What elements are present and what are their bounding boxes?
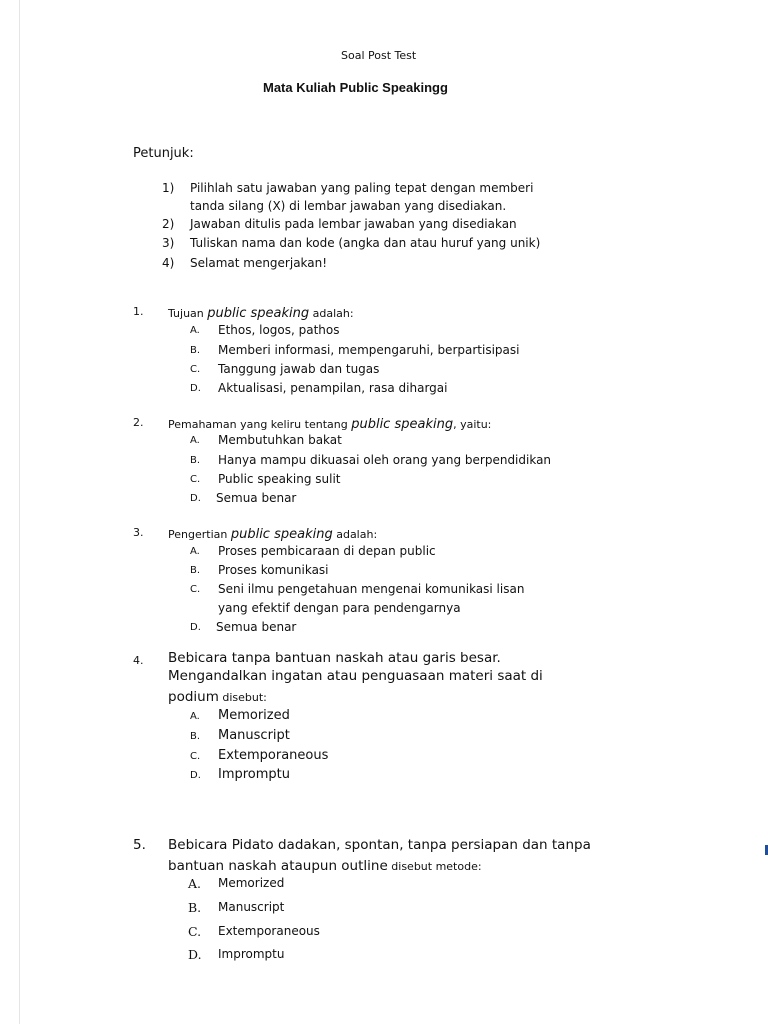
instruction-number: 1) — [162, 181, 175, 195]
question-stem — [168, 302, 354, 321]
option-text: Memorized — [218, 708, 290, 723]
document-title: Mata Kuliah Public Speakingg — [263, 80, 448, 95]
petunjuk-label: Petunjuk: — [133, 146, 194, 161]
option-letter: B. — [190, 455, 201, 466]
question-number: 5. — [133, 837, 146, 853]
option-letter: A. — [188, 876, 202, 891]
option-letter: B. — [190, 731, 201, 742]
option-letter: D. — [190, 770, 201, 781]
question-text: disebut metode: — [387, 860, 482, 873]
option-letter: C. — [188, 924, 202, 939]
question-stem — [168, 413, 491, 432]
question-text: Pengertian — [168, 528, 231, 541]
option-text: Membutuhkan bakat — [218, 433, 342, 447]
question-stem — [168, 855, 482, 874]
option-text: Manuscript — [218, 900, 285, 914]
page-edge-line — [19, 0, 20, 1024]
option-text: Public speaking sulit — [218, 472, 341, 486]
question-text: adalah: — [309, 307, 354, 320]
question-number: 3. — [133, 526, 144, 539]
option-letter: A. — [190, 711, 200, 722]
option-text: Proses komunikasi — [218, 563, 329, 577]
option-text: Proses pembicaraan di depan public — [218, 544, 436, 558]
instruction-number: 3) — [162, 236, 175, 250]
question-text: Bebicara Pidato dadakan, spontan, tanpa persiapan dan tanpa — [168, 837, 591, 853]
option-letter: D. — [190, 383, 201, 394]
option-text: Extemporaneous — [218, 748, 329, 763]
question-text: Tujuan — [168, 307, 208, 320]
option-text: Extemporaneous — [218, 924, 320, 938]
instruction-text: tanda silang (X) di lembar jawaban yang disediakan. — [190, 199, 507, 213]
instruction-text: Tuliskan nama dan kode (angka dan atau huruf yang unik) — [190, 236, 541, 250]
option-letter: C. — [190, 584, 201, 595]
option-text: Ethos, logos, pathos — [218, 323, 340, 337]
option-letter: B. — [188, 900, 202, 915]
option-letter: C. — [190, 751, 201, 762]
option-text: Impromptu — [218, 947, 285, 961]
option-text: Impromptu — [218, 767, 291, 782]
question-text: Bebicara tanpa bantuan naskah atau garis besar. — [168, 650, 501, 666]
instruction-number: 2) — [162, 217, 175, 231]
question-text: , yaitu: — [453, 418, 492, 431]
instruction-text: Pilihlah satu jawaban yang paling tepat dengan memberi — [190, 181, 534, 195]
instruction-number: 4) — [162, 256, 175, 270]
question-stem — [168, 523, 377, 542]
option-letter: B. — [190, 565, 201, 576]
option-letter: B. — [190, 345, 201, 356]
option-text: Manuscript — [218, 728, 290, 743]
option-text: Memorized — [218, 876, 285, 890]
option-text-continued: yang efektif dengan para pendengarnya — [218, 601, 461, 615]
question-italic: public speaking — [230, 527, 333, 542]
option-letter: A. — [190, 325, 200, 336]
option-letter: D. — [190, 622, 201, 633]
option-text: Memberi informasi, mempengaruhi, berpartisipasi — [218, 343, 520, 357]
question-text: disebut: — [218, 691, 267, 704]
option-letter: D. — [188, 947, 202, 962]
question-number: 1. — [133, 305, 144, 318]
option-text: Seni ilmu pengetahuan mengenai komunikasi lisan — [218, 582, 525, 596]
option-letter: C. — [190, 474, 201, 485]
question-number: 4. — [133, 654, 144, 667]
document-header: Soal Post Test — [341, 49, 417, 62]
question-text: bantuan naskah ataupun outline — [168, 858, 388, 874]
question-text: podium — [168, 689, 219, 705]
option-text: Tanggung jawab dan tugas — [218, 362, 380, 376]
question-number: 2. — [133, 416, 144, 429]
question-text: Pemahaman yang keliru tentang — [168, 418, 352, 431]
instruction-text: Selamat mengerjakan! — [190, 256, 328, 270]
question-italic: public speaking — [207, 306, 310, 321]
question-italic: public speaking — [351, 417, 454, 432]
option-text: Semua benar — [216, 491, 297, 505]
option-text: Aktualisasi, penampilan, rasa dihargai — [218, 381, 448, 395]
question-text: adalah: — [332, 528, 378, 541]
option-text: Semua benar — [216, 620, 297, 634]
option-text: Hanya mampu dikuasai oleh orang yang berpendidikan — [218, 453, 552, 467]
option-letter: C. — [190, 364, 201, 375]
option-letter: D. — [190, 493, 201, 504]
question-stem — [168, 686, 267, 705]
instruction-text: Jawaban ditulis pada lembar jawaban yang disediakan — [190, 217, 517, 231]
option-letter: A. — [190, 435, 200, 446]
option-letter: A. — [190, 546, 200, 557]
question-text: Mengandalkan ingatan atau penguasaan materi saat di — [168, 668, 543, 684]
